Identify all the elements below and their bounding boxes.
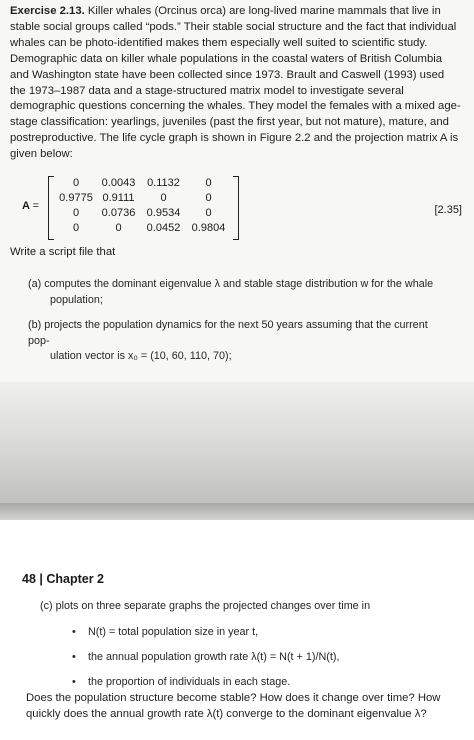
matrix-cell: 0.9775 — [59, 192, 93, 204]
bullet-item — [72, 676, 290, 688]
matrix-cell: 0.0452 — [146, 222, 181, 234]
projection-matrix — [22, 176, 462, 240]
matrix-cell: 0 — [160, 192, 167, 204]
bullet-item — [72, 651, 339, 663]
page-gap — [0, 503, 474, 520]
bullet-text: N(t) = total population size in year t, — [88, 626, 259, 638]
exercise-label: Exercise 2.13. — [10, 5, 85, 17]
bullet-dot: • — [72, 676, 76, 688]
closing-line1: Does the population structure become stable? How does it change over time? How — [26, 692, 441, 704]
matrix-equals: = — [32, 200, 40, 212]
bullet-text: the annual population growth rate λ(t) = N(t + 1)/N(t), — [88, 651, 340, 663]
matrix-lhs — [22, 200, 39, 212]
bullet-item — [72, 626, 258, 638]
exercise-text: Killer whales (Orcinus orca) are long-lived marine mammals that live in stable social groups called “pods.” Their stable social structure and the fact that individual whales can be photo-identified makes them especially well suited to scientific study. Demographic data on killer whale populations in the coastal waters of British Columbia and Washington state have been collected since 1973. Brault and Caswell (1993) used the 1973–1987 data and a stage-structured matrix model to investigate several demographic questions concerning the whales. They model the females with a mixed age-stage classification: yearlings, juveniles (past the first year, but not mature), mature, and postreproductive. The life cycle graph is shown in Figure 2.2 and the projection matrix A is given below: — [10, 5, 461, 161]
matrix-cell: 0 — [205, 207, 212, 219]
matrix-cell: 0.1132 — [147, 177, 180, 189]
matrix-cell: 0 — [205, 177, 212, 189]
bullet-dot: • — [72, 626, 76, 638]
matrix-cell: 0 — [72, 207, 80, 219]
left-bracket — [48, 176, 54, 240]
matrix-cell: 0.9111 — [102, 192, 135, 204]
matrix-cell: 0 — [115, 222, 122, 234]
matrix-name: A — [22, 200, 30, 212]
matrix-cell: 0 — [72, 222, 80, 234]
matrix-cell: 0.0736 — [101, 207, 136, 219]
matrix-grid — [56, 177, 231, 237]
matrix-cell: 0.9534 — [146, 207, 181, 219]
matrix-cell: 0 — [72, 177, 80, 189]
part-b-line2: ulation vector is x₀ = (10, 60, 110, 70); — [50, 350, 232, 362]
matrix-cell: 0 — [205, 192, 212, 204]
chapter-header: 48 | Chapter 2 — [22, 572, 105, 586]
instructions: Write a script file that — [10, 246, 116, 258]
closing-line2: quickly does the annual growth rate λ(t) converge to the dominant eigenvalue λ? — [26, 708, 427, 720]
part-a-line2: population; — [50, 293, 103, 306]
closing-question — [26, 690, 466, 722]
part-c: (c) plots on three separate graphs the projected changes over time in — [40, 600, 371, 612]
equation-number: [2.35] — [434, 204, 462, 216]
matrix-cell: 0.9804 — [191, 222, 226, 234]
bullet-dot: • — [72, 651, 76, 663]
part-b — [28, 318, 448, 365]
part-b-line1: (b) projects the population dynamics for the next 50 years assuming that the current pop- — [28, 319, 428, 347]
matrix-cell: 0.0043 — [101, 177, 136, 189]
right-bracket — [233, 176, 239, 240]
exercise-paragraph — [10, 4, 462, 163]
bullet-text: the proportion of individuals in each stage. — [88, 676, 291, 688]
part-a-line1: (a) computes the dominant eigenvalue λ and stable stage distribution w for the whale — [28, 278, 434, 290]
part-a — [28, 277, 448, 308]
